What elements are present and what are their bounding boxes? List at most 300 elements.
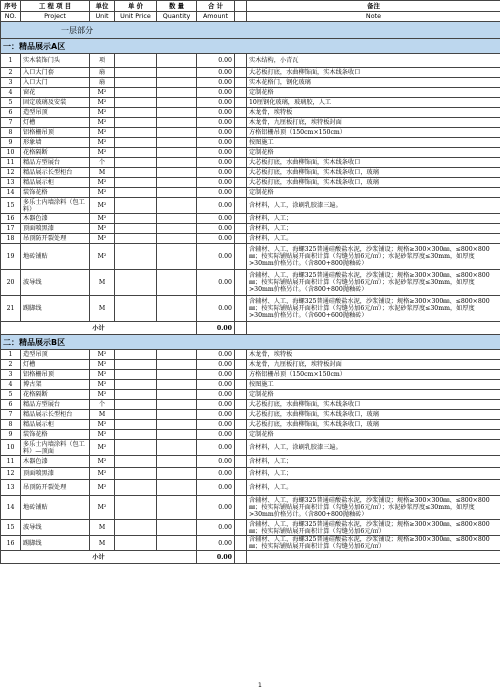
table-row (1, 148, 500, 158)
row-project: 木器色漆 (21, 456, 90, 468)
row-blank (235, 168, 247, 178)
section-header-row (1, 335, 500, 350)
row-quantity (157, 270, 197, 296)
table-row (1, 244, 500, 270)
row-blank (235, 148, 247, 158)
row-number: 5 (1, 390, 21, 400)
subtotal-row (1, 322, 500, 335)
row-blank (235, 380, 247, 390)
table-row (1, 118, 500, 128)
subtotal-amount: 0.00 (197, 322, 235, 335)
row-note: 含辅材、人工，海螺325普通硅酸盐水泥，沙浆铺设；规格≥300×300㎜、≤800×800㎜；按实际铺贴展开面积计算（勾缝另加6元/㎡）；水泥砂浆厚度≤30mm，如厚度>30mm价格另计。（含800+800抛釉砖） (247, 270, 500, 296)
table-row (1, 350, 500, 360)
row-project: 固定玻璃及安装 (21, 98, 90, 108)
row-project: 吊顶防开裂处理 (21, 480, 90, 496)
row-amount: 0.00 (197, 224, 235, 234)
table-row (1, 410, 500, 420)
row-number: 14 (1, 496, 21, 520)
row-project: 踢脚线 (21, 296, 90, 322)
row-number: 16 (1, 214, 21, 224)
row-quantity (157, 198, 197, 214)
table-row (1, 224, 500, 234)
row-amount: 0.00 (197, 178, 235, 188)
row-project: 形象墙 (21, 138, 90, 148)
row-note: 定制花格 (247, 390, 500, 400)
row-amount: 0.00 (197, 520, 235, 536)
row-number: 11 (1, 456, 21, 468)
row-amount: 0.00 (197, 536, 235, 551)
row-unit: M² (90, 390, 115, 400)
row-unit: M² (90, 214, 115, 224)
row-unit: M² (90, 98, 115, 108)
row-blank (235, 296, 247, 322)
row-quantity (157, 468, 197, 480)
row-quantity (157, 168, 197, 178)
header-quantity-en: Quantity (157, 12, 197, 22)
row-project: 吊顶防开裂处理 (21, 234, 90, 244)
header-project: 工 程 项 目 (21, 1, 90, 12)
row-unit-price (115, 360, 157, 370)
row-number: 17 (1, 224, 21, 234)
row-amount: 0.00 (197, 296, 235, 322)
row-note: 实木花格门，钢化玻璃 (247, 78, 500, 88)
table-row (1, 54, 500, 68)
row-blank (235, 158, 247, 168)
row-note: 大芯板打底，水曲柳饰面，实木线条收口，玻璃 (247, 410, 500, 420)
row-unit-price (115, 380, 157, 390)
row-blank (235, 536, 247, 551)
row-unit-price (115, 296, 157, 322)
row-unit-price (115, 390, 157, 400)
row-blank (235, 234, 247, 244)
row-project: 实木装饰门头 (21, 54, 90, 68)
row-quantity (157, 244, 197, 270)
row-blank (235, 270, 247, 296)
row-quantity (157, 224, 197, 234)
row-blank (235, 456, 247, 468)
row-note: 定制花格 (247, 148, 500, 158)
row-amount: 0.00 (197, 234, 235, 244)
row-note: 定制花格 (247, 430, 500, 440)
header-unit-price-en: Unit Price (115, 12, 157, 22)
row-amount: 0.00 (197, 118, 235, 128)
subtotal-row (1, 551, 500, 564)
row-note: 大芯板打底，水曲柳饰面，实木线条收口 (247, 400, 500, 410)
row-amount: 0.00 (197, 128, 235, 138)
row-unit-price (115, 440, 157, 456)
row-number: 1 (1, 350, 21, 360)
row-number: 10 (1, 440, 21, 456)
row-unit-price (115, 148, 157, 158)
row-project: 入口大门 (21, 78, 90, 88)
row-note: 实木结构，小青瓦 (247, 54, 500, 68)
row-number: 15 (1, 520, 21, 536)
row-amount: 0.00 (197, 390, 235, 400)
row-blank (235, 520, 247, 536)
row-number: 7 (1, 118, 21, 128)
row-blank (235, 108, 247, 118)
table-row (1, 296, 500, 322)
row-note: 大芯板打底，水曲柳饰面，实木线条收口，玻璃 (247, 168, 500, 178)
row-number: 10 (1, 148, 21, 158)
header-row-cn (1, 1, 500, 12)
row-quantity (157, 98, 197, 108)
header-unit-en: Unit (90, 12, 115, 22)
header-no-en: NO. (1, 12, 21, 22)
row-quantity (157, 456, 197, 468)
row-project: 地砖铺贴 (21, 496, 90, 520)
row-quantity (157, 68, 197, 78)
row-blank (235, 400, 247, 410)
row-note: 含材料，人工，涂刷乳胶漆三遍。 (247, 440, 500, 456)
row-unit-price (115, 370, 157, 380)
row-unit: M² (90, 224, 115, 234)
table-row (1, 440, 500, 456)
header-project-en: Project (21, 12, 90, 22)
row-project: 地砖铺贴 (21, 244, 90, 270)
row-project: 窗花 (21, 88, 90, 98)
row-amount: 0.00 (197, 68, 235, 78)
row-quantity (157, 188, 197, 198)
row-blank (235, 244, 247, 270)
row-number: 4 (1, 88, 21, 98)
row-blank (235, 468, 247, 480)
row-unit-price (115, 480, 157, 496)
table-row (1, 168, 500, 178)
row-unit: M² (90, 244, 115, 270)
row-quantity (157, 360, 197, 370)
table-row (1, 270, 500, 296)
header-blank (235, 1, 247, 12)
table-row (1, 188, 500, 198)
row-project: 入口大门套 (21, 68, 90, 78)
row-unit-price (115, 234, 157, 244)
row-amount: 0.00 (197, 188, 235, 198)
row-unit-price (115, 68, 157, 78)
row-unit-price (115, 88, 157, 98)
row-unit-price (115, 468, 157, 480)
row-project: 博古架 (21, 380, 90, 390)
row-note: 按图施工 (247, 138, 500, 148)
row-note: 大芯板打底，水曲柳饰面，实木线条收口 (247, 68, 500, 78)
row-number: 8 (1, 420, 21, 430)
row-blank (235, 198, 247, 214)
row-project: 多乐士内墙涂料（包工料） (21, 198, 90, 214)
header-row-en (1, 12, 500, 22)
row-unit-price (115, 54, 157, 68)
row-quantity (157, 480, 197, 496)
table-row (1, 78, 500, 88)
row-project: 精品方型展台 (21, 158, 90, 168)
row-number: 13 (1, 480, 21, 496)
subtotal-label: 小计 (1, 322, 197, 335)
row-blank (235, 430, 247, 440)
row-unit: M² (90, 440, 115, 456)
row-note: 含辅材、人工，海螺325普通硅酸盐水泥，沙浆铺设；规格≥300×300㎜、≤800×800㎜；按实际铺贴展开面积计算（勾缝另加6元/㎡） (247, 536, 500, 551)
row-project: 精品展示柜 (21, 420, 90, 430)
row-unit-price (115, 456, 157, 468)
row-quantity (157, 410, 197, 420)
row-project: 装饰花格 (21, 430, 90, 440)
row-project: 精品方型展台 (21, 400, 90, 410)
table-row (1, 360, 500, 370)
row-blank (235, 440, 247, 456)
row-unit-price (115, 98, 157, 108)
row-amount: 0.00 (197, 168, 235, 178)
row-number: 20 (1, 270, 21, 296)
row-amount: 0.00 (197, 410, 235, 420)
row-blank (235, 88, 247, 98)
row-unit-price (115, 138, 157, 148)
row-unit: M² (90, 128, 115, 138)
row-project: 顶面喷黑漆 (21, 224, 90, 234)
row-unit: M (90, 536, 115, 551)
row-unit: M² (90, 178, 115, 188)
row-quantity (157, 108, 197, 118)
row-number: 21 (1, 296, 21, 322)
row-note: 含材料，人工，涂刷乳胶漆三遍。 (247, 198, 500, 214)
row-blank (235, 98, 247, 108)
row-project: 精品展示柜 (21, 178, 90, 188)
row-note: 方格铝栅吊顶（150cm×150cm） (247, 370, 500, 380)
subtotal-note (247, 551, 500, 564)
row-unit-price (115, 198, 157, 214)
row-unit-price (115, 108, 157, 118)
subtotal-amount: 0.00 (197, 551, 235, 564)
row-unit: M² (90, 138, 115, 148)
row-amount: 0.00 (197, 54, 235, 68)
subtotal-note (247, 322, 500, 335)
row-unit: M² (90, 380, 115, 390)
row-unit: M² (90, 350, 115, 360)
row-amount: 0.00 (197, 496, 235, 520)
row-quantity (157, 536, 197, 551)
row-quantity (157, 214, 197, 224)
row-number: 12 (1, 468, 21, 480)
row-unit-price (115, 400, 157, 410)
table-row (1, 420, 500, 430)
row-unit-price (115, 78, 157, 88)
row-number: 8 (1, 128, 21, 138)
row-quantity (157, 496, 197, 520)
row-unit-price (115, 214, 157, 224)
row-quantity (157, 118, 197, 128)
row-unit-price (115, 118, 157, 128)
row-project: 装饰花格 (21, 188, 90, 198)
row-unit: M² (90, 148, 115, 158)
row-number: 3 (1, 78, 21, 88)
subtotal-blank (235, 551, 247, 564)
row-unit-price (115, 536, 157, 551)
row-blank (235, 350, 247, 360)
row-note: 含材料，人工。 (247, 480, 500, 496)
row-unit: M² (90, 480, 115, 496)
row-unit-price (115, 158, 157, 168)
row-project: 多乐士内墙涂料（包工料）—顶面 (21, 440, 90, 456)
row-unit-price (115, 188, 157, 198)
row-note: 含辅材、人工，海螺325普通硅酸盐水泥，沙浆铺设；规格≥300×300㎜、≤800×800㎜；按实际铺贴展开面积计算（勾缝另加6元/㎡） (247, 520, 500, 536)
section-title: 二：精品展示B区 (1, 335, 500, 350)
row-amount: 0.00 (197, 158, 235, 168)
row-amount: 0.00 (197, 440, 235, 456)
subtotal-label: 小计 (1, 551, 197, 564)
row-note: 木龙骨，埃特板 (247, 350, 500, 360)
floor-title: 一层部分 (1, 22, 500, 39)
row-note: 含辅材、人工，海螺325普通硅酸盐水泥，沙浆铺设；规格≥300×300㎜、≤800×800㎜；按实际铺贴展开面积计算（勾缝另加6元/㎡）；水泥砂浆厚度≤30mm，如厚度>30mm价格另计。（含800+800抛釉砖） (247, 496, 500, 520)
row-blank (235, 224, 247, 234)
row-project: 花格隔断 (21, 148, 90, 158)
row-project: 踢脚线 (21, 536, 90, 551)
row-blank (235, 390, 247, 400)
table-row (1, 98, 500, 108)
header-quantity: 数 量 (157, 1, 197, 12)
row-unit-price (115, 128, 157, 138)
header-amount: 合 计 (197, 1, 235, 12)
row-project: 造型吊顶 (21, 350, 90, 360)
row-unit: M² (90, 234, 115, 244)
row-unit-price (115, 430, 157, 440)
row-number: 15 (1, 198, 21, 214)
row-project: 铝格栅吊顶 (21, 370, 90, 380)
row-unit: M (90, 270, 115, 296)
row-quantity (157, 54, 197, 68)
section-header-row (1, 39, 500, 54)
table-row (1, 496, 500, 520)
row-quantity (157, 520, 197, 536)
row-unit: M (90, 410, 115, 420)
table-row (1, 108, 500, 118)
row-note: 含材料，人工； (247, 214, 500, 224)
row-quantity (157, 440, 197, 456)
row-note: 含辅材、人工，海螺325普通硅酸盐水泥，沙浆铺设；规格≥300×300㎜、≤800×800㎜；按实际铺贴展开面积计算（勾缝另加6元/㎡）；水泥砂浆厚度≤30mm，如厚度>30mm价格另计。（含800+800抛釉砖） (247, 244, 500, 270)
row-blank (235, 138, 247, 148)
row-unit-price (115, 350, 157, 360)
table-row (1, 138, 500, 148)
row-quantity (157, 430, 197, 440)
row-blank (235, 118, 247, 128)
row-amount: 0.00 (197, 400, 235, 410)
header-unit: 单位 (90, 1, 115, 12)
row-unit: M² (90, 88, 115, 98)
row-unit: 扇 (90, 68, 115, 78)
row-note: 含辅材、人工，海螺325普通硅酸盐水泥，沙浆铺设；规格≥300×300㎜、≤800×800㎜；按实际铺贴展开面积计算（勾缝另加6元/㎡）；水泥砂浆厚度≤30mm，如厚度>30mm价格另计。（含600+600抛釉砖） (247, 296, 500, 322)
row-amount: 0.00 (197, 468, 235, 480)
row-unit: 扇 (90, 78, 115, 88)
row-unit: M (90, 296, 115, 322)
row-number: 9 (1, 138, 21, 148)
table-row (1, 430, 500, 440)
table-row (1, 520, 500, 536)
row-unit: M² (90, 118, 115, 128)
row-unit: M² (90, 456, 115, 468)
row-blank (235, 214, 247, 224)
row-unit: M² (90, 468, 115, 480)
row-project: 精品展示长型柜台 (21, 410, 90, 420)
row-note: 木龙骨，埃特板 (247, 108, 500, 118)
row-amount: 0.00 (197, 214, 235, 224)
row-amount: 0.00 (197, 360, 235, 370)
row-unit: M² (90, 430, 115, 440)
header-amount-en: Amount (197, 12, 235, 22)
row-project: 造型吊顶 (21, 108, 90, 118)
table-row (1, 88, 500, 98)
row-amount: 0.00 (197, 430, 235, 440)
row-quantity (157, 400, 197, 410)
row-blank (235, 78, 247, 88)
row-blank (235, 178, 247, 188)
row-quantity (157, 234, 197, 244)
row-blank (235, 370, 247, 380)
header-blank-en (235, 12, 247, 22)
header-unit-price: 单 价 (115, 1, 157, 12)
row-amount: 0.00 (197, 138, 235, 148)
row-number: 19 (1, 244, 21, 270)
row-amount: 0.00 (197, 420, 235, 430)
header-note: 备注 (247, 1, 500, 12)
row-amount: 0.00 (197, 78, 235, 88)
row-amount: 0.00 (197, 380, 235, 390)
row-unit: 个 (90, 400, 115, 410)
row-number: 2 (1, 360, 21, 370)
header-note-en: Note (247, 12, 500, 22)
row-number: 7 (1, 410, 21, 420)
row-unit-price (115, 496, 157, 520)
row-blank (235, 410, 247, 420)
row-unit: M² (90, 420, 115, 430)
row-unit-price (115, 244, 157, 270)
row-project: 灯槽 (21, 118, 90, 128)
table-row (1, 536, 500, 551)
floor-title-row (1, 22, 500, 39)
row-unit: M² (90, 198, 115, 214)
row-note: 按图施工 (247, 380, 500, 390)
row-quantity (157, 128, 197, 138)
row-blank (235, 188, 247, 198)
row-unit: M² (90, 370, 115, 380)
row-unit: M² (90, 360, 115, 370)
row-unit: M² (90, 108, 115, 118)
row-amount: 0.00 (197, 370, 235, 380)
table-row (1, 128, 500, 138)
row-blank (235, 496, 247, 520)
row-amount: 0.00 (197, 108, 235, 118)
row-unit-price (115, 224, 157, 234)
row-number: 3 (1, 370, 21, 380)
row-note: 定制花格 (247, 188, 500, 198)
row-note: 含材料，人工； (247, 456, 500, 468)
row-number: 5 (1, 98, 21, 108)
row-project: 铝格栅吊顶 (21, 128, 90, 138)
row-quantity (157, 78, 197, 88)
row-amount: 0.00 (197, 456, 235, 468)
row-quantity (157, 178, 197, 188)
row-unit: M (90, 520, 115, 536)
table-row (1, 468, 500, 480)
row-quantity (157, 380, 197, 390)
row-project: 灯槽 (21, 360, 90, 370)
row-project: 波导线 (21, 520, 90, 536)
section-title: 一：精品展示A区 (1, 39, 500, 54)
table-row (1, 158, 500, 168)
row-note: 定制花格 (247, 88, 500, 98)
row-note: 木龙骨，九厘板打底，埃特板封面 (247, 360, 500, 370)
row-unit: M (90, 168, 115, 178)
row-unit-price (115, 410, 157, 420)
row-amount: 0.00 (197, 480, 235, 496)
row-note: 方格铝栅吊顶（150cm×150cm） (247, 128, 500, 138)
row-unit: 个 (90, 158, 115, 168)
table-row (1, 400, 500, 410)
